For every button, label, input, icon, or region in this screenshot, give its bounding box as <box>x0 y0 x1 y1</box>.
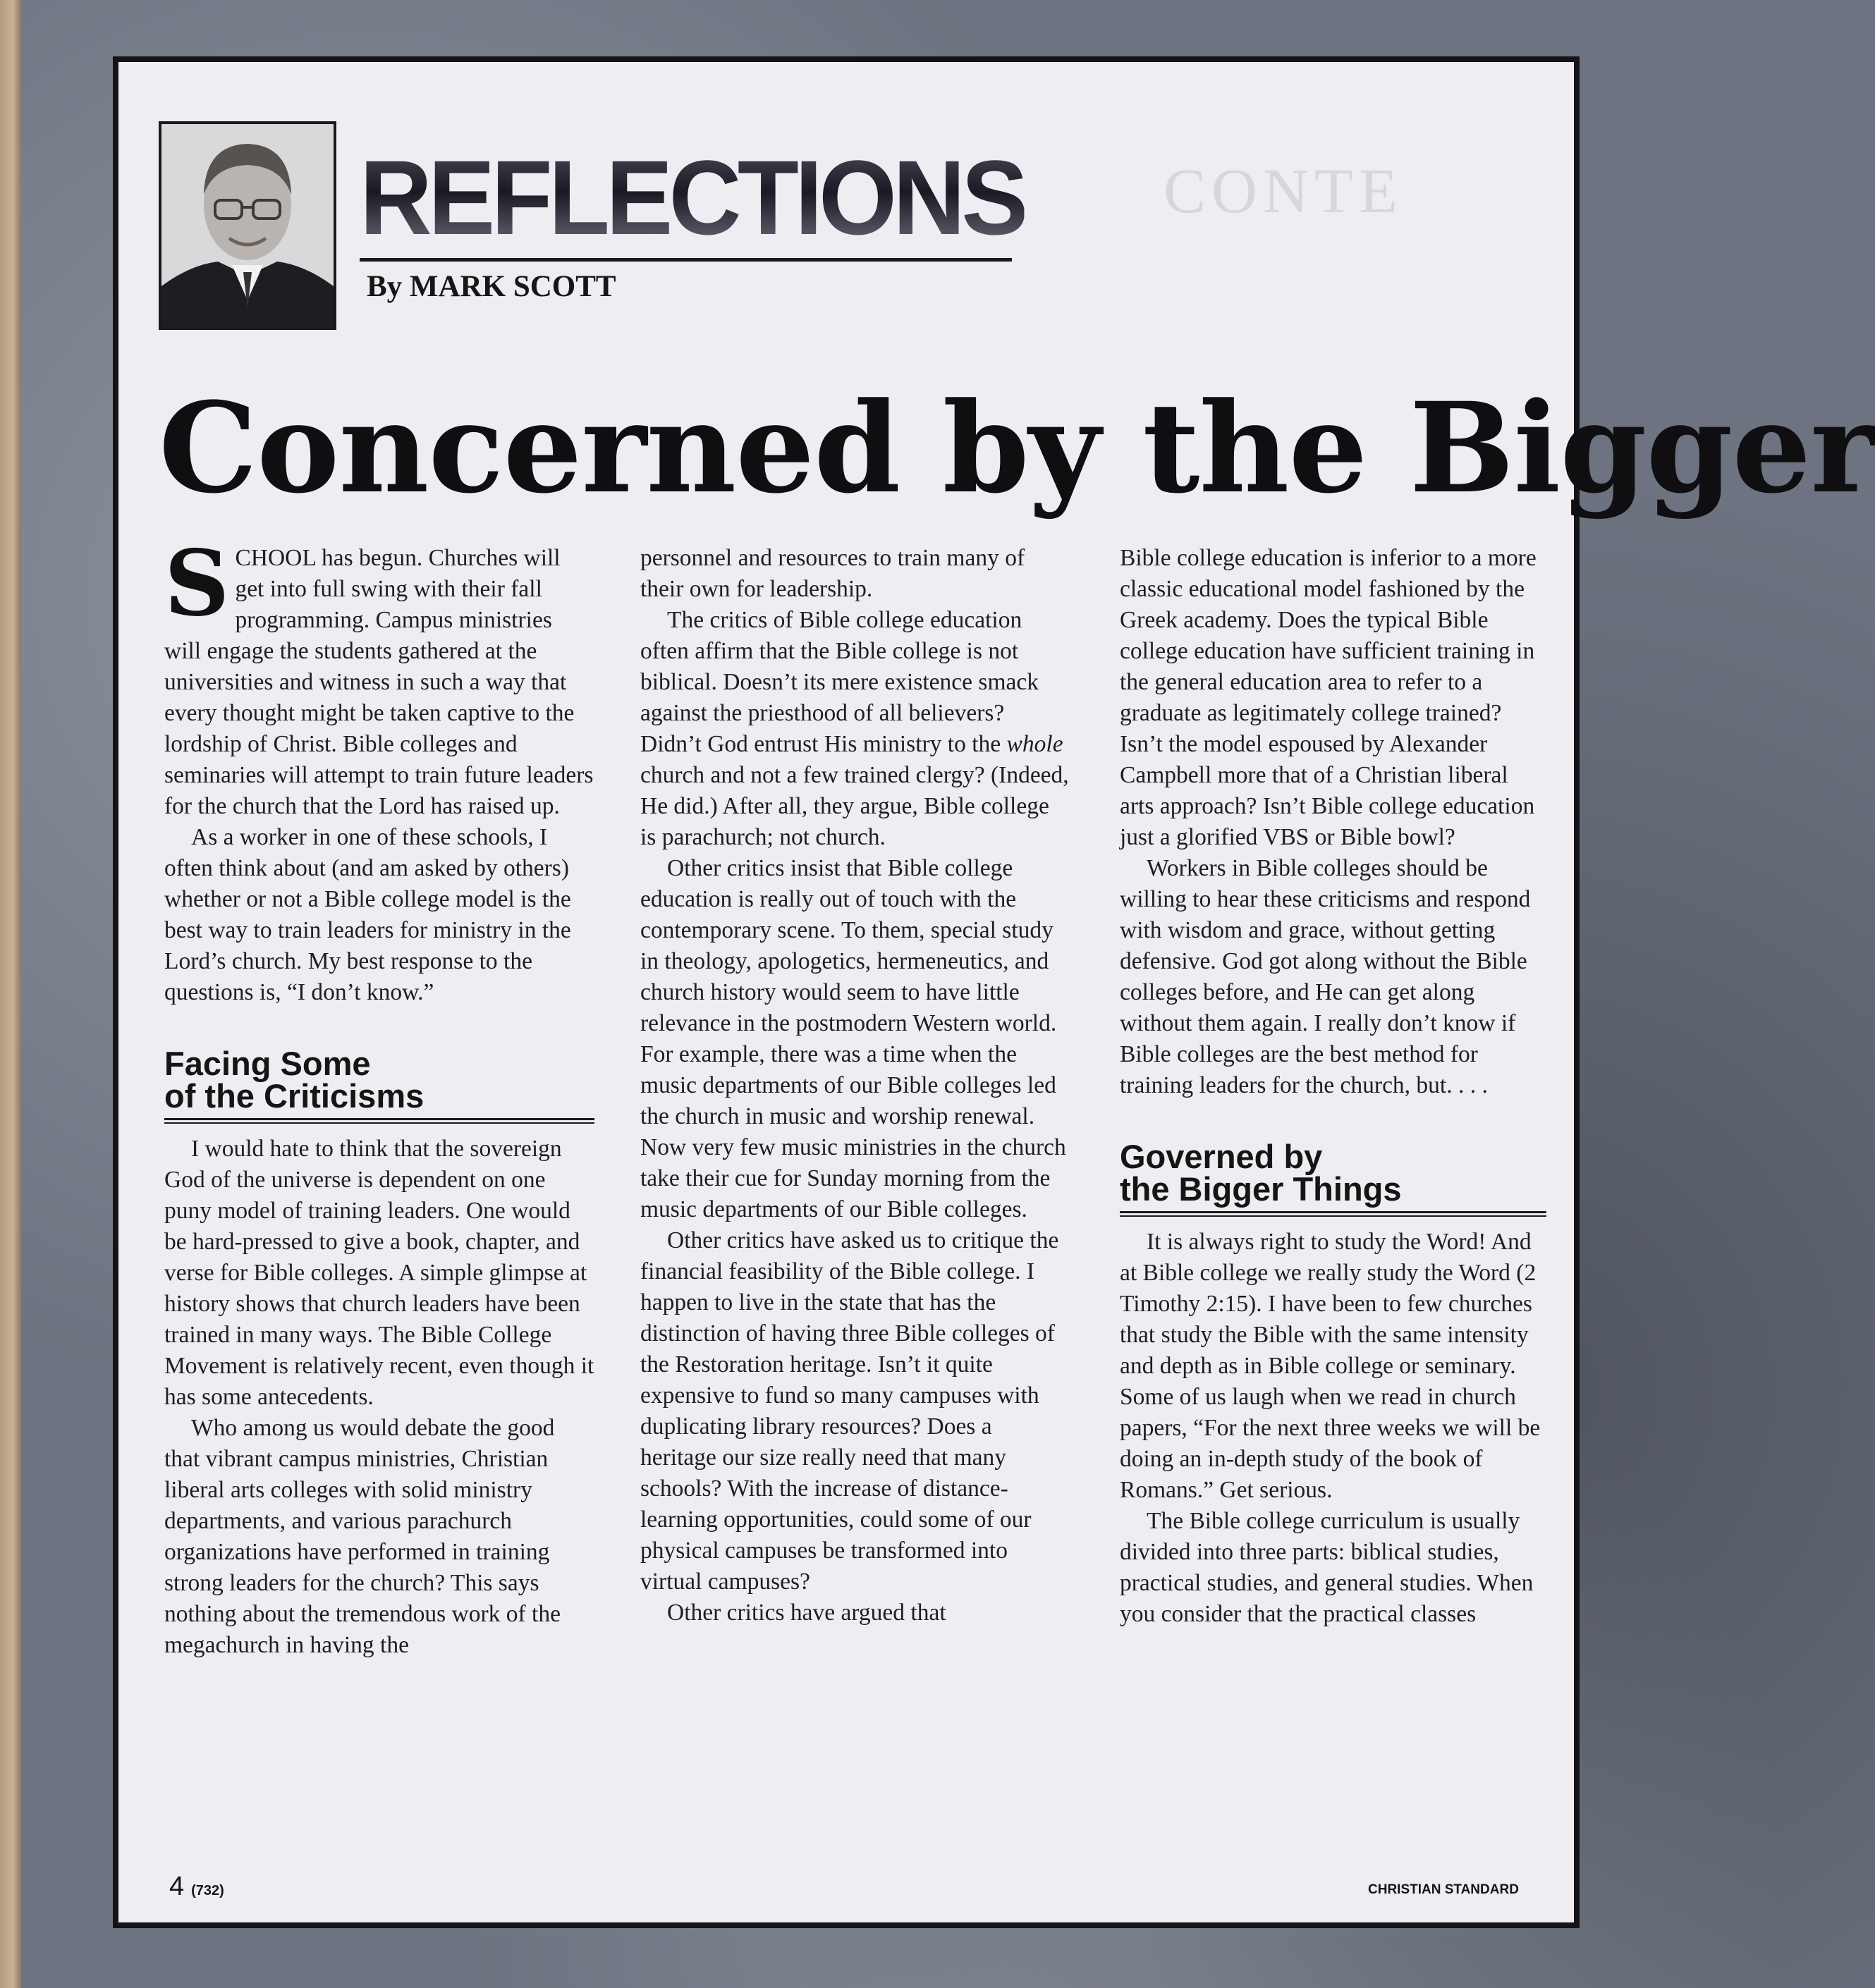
emphasis-text: whole <box>1006 731 1063 757</box>
paragraph: Workers in Bible colleges should be willing to hear these criticisms and respond with wisdom and grace, without getting defensive. God got along without the Bible colleges before, and He can get along without them again. I really don’t know if Bible colleges are the best method for training leaders for the church, but. . . . <box>1120 855 1531 1098</box>
drop-cap: S <box>164 531 230 637</box>
subhead-line: Governed by <box>1120 1138 1323 1175</box>
series-title: REFLECTIONS <box>360 138 1025 257</box>
series-rule <box>360 258 1012 262</box>
author-portrait <box>159 121 336 330</box>
paragraph: The Bible college curriculum is usually divided into three parts: biblical studies, practical studies, and general studies. When you consider that the practical classes <box>1120 1508 1534 1627</box>
paragraph: Who among us would debate the good that vibrant campus ministries, Christian liberal arts colleges with solid ministry departments, and various parachurch organizations have performed in training strong leaders for the church? This says nothing about the tremendous work of the megachurch in having the <box>164 1415 561 1658</box>
paragraph: personnel and resources to train many of their own for leadership. <box>640 545 1025 602</box>
paragraph: I would hate to think that the sovereign God of the universe is dependent on one puny model of training leaders. One would be hard-pressed to give a book, chapter, and verse for Bible colleges. A simple glimpse at history shows that church leaders have been trained in many ways. The Bible College Movement is relatively recent, even though it has some antecedents. <box>164 1136 594 1410</box>
page-footer-left <box>169 1872 224 1902</box>
subhead-line: Facing Some <box>164 1045 371 1082</box>
section-subhead <box>1120 1138 1546 1213</box>
subhead-line: of the Criticisms <box>164 1077 425 1115</box>
paragraph: As a worker in one of these schools, I often think about (and am asked by others) whether or not a Bible college model is the best way to train leaders for ministry in the Lord’s church. My best response to the questions is, “I don’t know.” <box>164 824 571 1005</box>
paragraph <box>164 531 594 822</box>
paragraph <box>640 605 1070 853</box>
paragraph-text: CHOOL has begun. Churches will get into full swing with their fall programming. Campus ministries will engage the students gathered at the universities and witness in such a way that every thought might be taken captive to the lordship of Christ. Bible colleges and seminaries will attempt to train future leaders for the church that the Lord has raised up. <box>164 545 594 819</box>
paragraph: Other critics have asked us to critique the financial feasibility of the Bible college. I happen to live in the state that has the distinction of having three Bible colleges of the Restoration heritage. Isn’t it quite expensive to fund so many campuses with duplicating library resources? Does a heritage our size really need that many schools? With the increase of distance-learning opportunities, could some of our physical campuses be transformed into virtual campuses? <box>640 1227 1059 1595</box>
article-column-1 <box>164 531 594 1661</box>
paragraph-text: church and not a few trained clergy? (Indeed, He did.) After all, they argue, Bible college is parachurch; not church. <box>640 762 1069 850</box>
paragraph: Other critics have argued that <box>667 1600 946 1626</box>
article-column-2 <box>640 543 1070 1628</box>
paragraph-text: The critics of Bible college education often affirm that the Bible college is not biblical. Doesn’t its mere existence smack against the priesthood of all believers? Didn’t God entrust His ministry to the <box>640 607 1039 757</box>
show-through-text: CONTE <box>1164 157 1403 226</box>
article-headline: Concerned by the Bigger <box>159 375 1875 521</box>
publication-name: CHRISTIAN STANDARD <box>1368 1882 1519 1897</box>
section-subhead <box>164 1045 594 1120</box>
article-column-3 <box>1120 543 1546 1630</box>
page-number: 4 <box>169 1872 185 1901</box>
paragraph: Other critics insist that Bible college education is really out of touch with the contemporary scene. To them, special study in theology, apologetics, hermeneutics, and church history would seem to have little relevance in the postmodern Western world. For example, there was a time when the music departments of our Bible colleges led the church in music and worship renewal. Now very few music ministries in the church take their cue for Sunday morning from the music departments of our Bible colleges. <box>640 855 1066 1222</box>
subhead-line: the Bigger Things <box>1120 1170 1402 1208</box>
book-binding-edge <box>0 0 21 1988</box>
byline: By MARK SCOTT <box>367 270 616 303</box>
paragraph: It is always right to study the Word! And at Bible college we really study the Word (2 Timothy 2:15). I have been to few churches that study the Bible with the same intensity and depth as in Bible college or seminary. Some of us laugh when we read in church papers, “For the next three weeks we will be doing an in-depth study of the book of Romans.” Get serious. <box>1120 1229 1541 1503</box>
paragraph: Bible college education is inferior to a more classic educational model fashioned by the Greek academy. Does the typical Bible college education have sufficient training in the general education area to refer to a graduate as legitimately college trained? Isn’t the model espoused by Alexander Campbell more that of a Christian liberal arts approach? Isn’t Bible college education just a glorified VBS or Bible bowl? <box>1120 545 1537 850</box>
subhead-rule <box>1120 1213 1546 1217</box>
page-index: (732) <box>191 1883 224 1898</box>
subhead-rule <box>164 1120 594 1124</box>
